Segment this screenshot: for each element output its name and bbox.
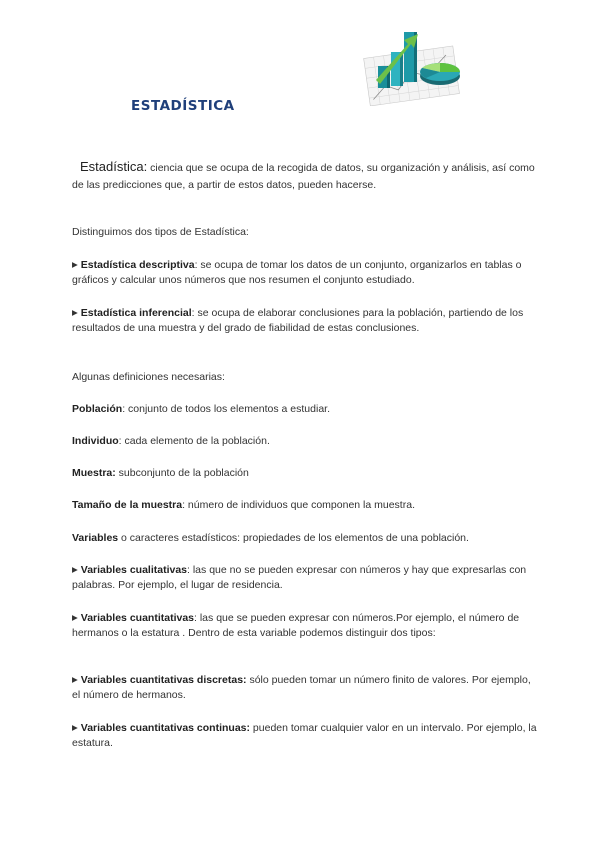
definition-variables <box>72 531 537 546</box>
list-item-descriptiva <box>72 258 537 288</box>
definition-term: Tamaño de la muestra <box>72 499 183 511</box>
list-item-discretas <box>72 673 537 703</box>
item-term: Estadística descriptiva <box>80 259 195 271</box>
bullet-arrow-icon: ▶ <box>72 675 78 684</box>
item-text: : se ocupa de elaborar conclusiones para la población, partiendo de los resultados de una muestra y del grado de fiabilidad de estas conclusiones. <box>72 307 524 334</box>
item-term: Variables cuantitativas discretas: <box>80 674 247 686</box>
types-intro: Distinguimos dos tipos de Estadística: <box>72 226 249 238</box>
bullet-arrow-icon: ▶ <box>72 613 78 622</box>
item-text: pueden tomar cualquier valor en un intervalo. Por ejemplo, la estatura. <box>72 722 537 749</box>
item-term: Variables cualitativas <box>80 564 188 576</box>
definition-text: : número de individuos que componen la muestra. <box>182 499 415 511</box>
bullet-arrow-icon: ▶ <box>72 565 78 574</box>
definition-text: o caracteres estadísticos: propiedades de los elementos de una población. <box>118 532 469 544</box>
page-title: ESTADÍSTICA <box>131 98 235 114</box>
definition-term: Muestra: <box>72 467 116 479</box>
bullet-arrow-icon: ▶ <box>72 260 78 269</box>
definition-text: : conjunto de todos los elementos a estudiar. <box>122 403 330 415</box>
list-item-inferencial <box>72 306 537 336</box>
list-item-continuas <box>72 721 537 751</box>
bullet-arrow-icon: ▶ <box>72 723 78 732</box>
list-item-cuantitativas <box>72 611 537 641</box>
item-term: Variables cuantitativas <box>80 612 195 624</box>
definition-text: : cada elemento de la población. <box>118 435 270 447</box>
definition-term: Población <box>72 403 123 415</box>
intro-text: ciencia que se ocupa de la recogida de datos, su organización y análisis, así como de las predicciones que, a partir de estos datos, pueden hacerse. <box>72 162 535 191</box>
definition-term: Variables <box>72 532 119 544</box>
chart-graphics-icon <box>356 22 466 106</box>
item-text: sólo pueden tomar un número finito de valores. Por ejemplo, el número de hermanos. <box>72 674 531 701</box>
item-text: : las que no se pueden expresar con números y hay que expresarlas con palabras. Por ejemplo, el lugar de residencia. <box>72 564 527 591</box>
definition-term: Individuo <box>72 435 119 447</box>
definition-text: subconjunto de la población <box>115 467 249 479</box>
list-item-cualitativas <box>72 563 537 593</box>
bullet-arrow-icon: ▶ <box>72 308 78 317</box>
definition-individuo <box>72 434 537 449</box>
intro-paragraph <box>72 158 542 194</box>
definitions-intro: Algunas definiciones necesarias: <box>72 371 225 383</box>
item-text: : las que se pueden expresar con números.Por ejemplo, el número de hermanos o la estatura . Dentro de esta variable podemos distinguir dos tipos: <box>72 612 520 639</box>
intro-term: Estadística: <box>80 159 148 174</box>
definition-poblacion <box>72 402 537 417</box>
definition-muestra <box>72 466 537 481</box>
definition-tamano <box>72 498 537 513</box>
item-term: Estadística inferencial <box>80 307 192 319</box>
item-text: : se ocupa de tomar los datos de un conjunto, organizarlos en tablas o gráficos y calcular unos números que nos resumen el conjunto estudiado. <box>72 259 522 286</box>
item-term: Variables cuantitativas continuas: <box>80 722 251 734</box>
